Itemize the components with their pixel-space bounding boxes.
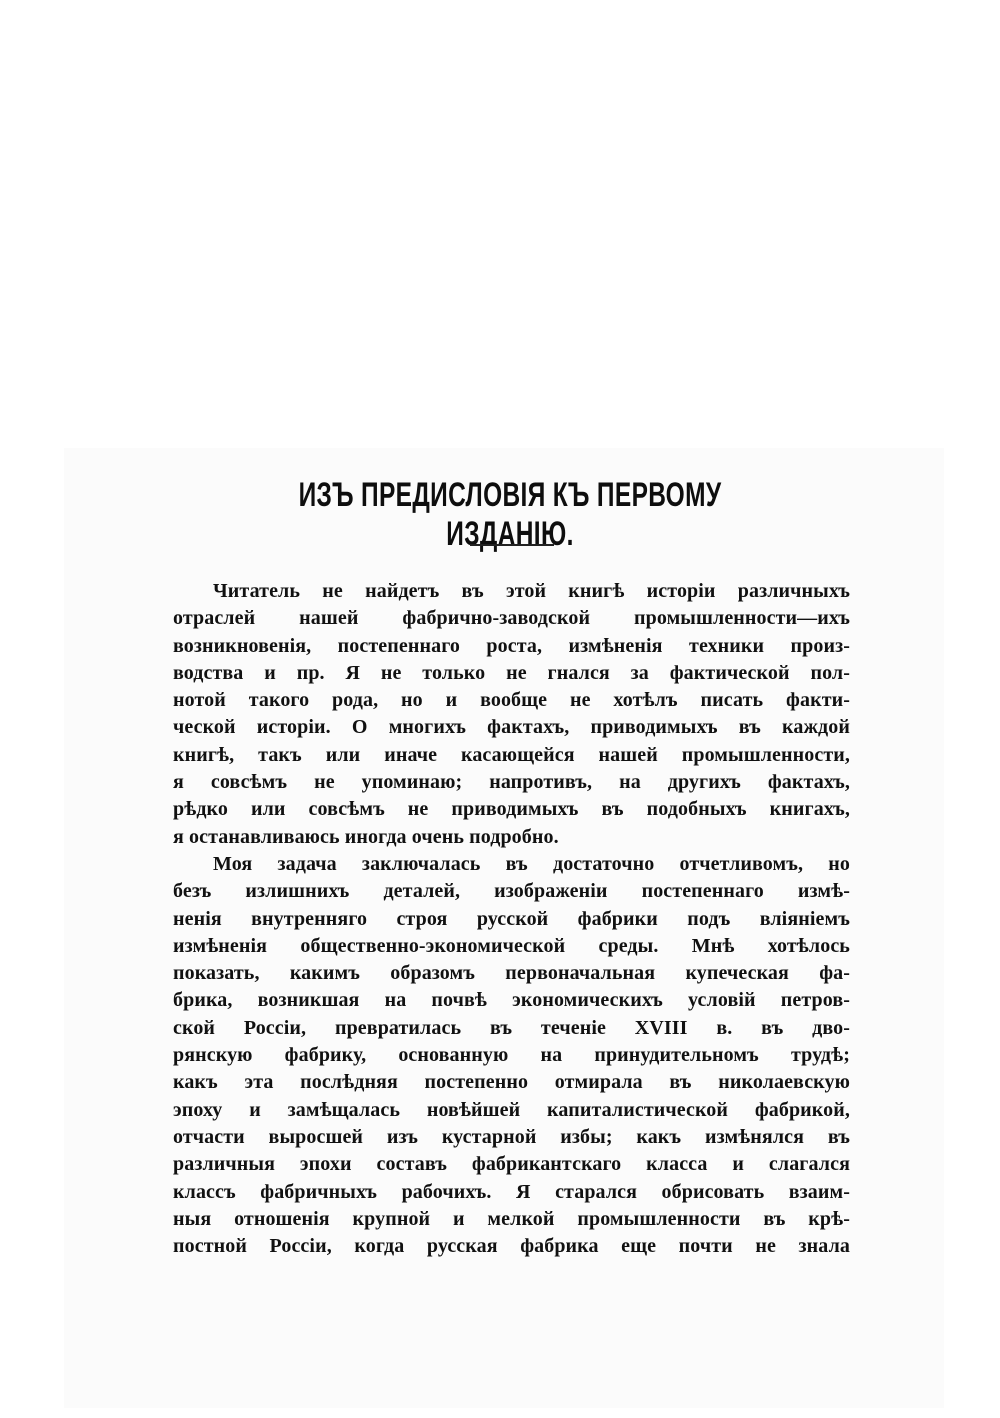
text-line: ской Россіи, превратилась въ теченіе XVIII в. въ дво-	[173, 1016, 850, 1039]
chapter-heading: ИЗЪ ПРЕДИСЛОВІЯ КЪ ПЕРВОМУ ИЗДАНІЮ.	[298, 476, 722, 553]
text-line: водства и пр. Я не только не гнался за фактической пол-	[173, 661, 850, 684]
text-line: брика, возникшая на почвѣ экономическихъ условій петров-	[173, 989, 850, 1012]
text-line: рѣдко или совсѣмъ не приводимыхъ въ подобныхъ книгахъ,	[173, 798, 850, 821]
text-line: нотой такого рода, но и вообще не хотѣлъ писать факти-	[173, 689, 850, 712]
text-line: измѣненія общественно-экономической среды. Мнѣ хотѣлось	[173, 934, 850, 957]
text-line: отраслей нашей фабрично-заводской промышленности—ихъ	[173, 607, 850, 630]
text-line: различныя эпохи составъ фабрикантскаго класса и слагался	[173, 1153, 850, 1176]
text-line: Читатель не найдетъ въ этой книгѣ исторіи различныхъ	[213, 580, 850, 602]
text-line: я останавливаюсь иногда очень подробно.	[173, 825, 559, 848]
text-line: эпоху и замѣщалась новѣйшей капиталистической фабрикой,	[173, 1098, 850, 1121]
text-line: какъ эта послѣдняя постепенно отмирала въ николаевскую	[173, 1071, 850, 1094]
text-line: Моя задача заключалась въ достаточно отчетливомъ, но	[213, 852, 850, 875]
text-line: ненія внутренняго строя русской фабрики подъ вліяніемъ	[173, 907, 850, 930]
text-line: рянскую фабрику, основанную на принудительномъ трудѣ;	[173, 1044, 850, 1067]
text-line: возникновенія, постепеннаго роста, измѣненія техники произ-	[173, 634, 850, 657]
text-line: постной Россіи, когда русская фабрика еще почти не знала	[173, 1235, 850, 1258]
body-text	[173, 578, 850, 1260]
text-line: книгѣ, такъ или иначе касающейся нашей промышленности,	[173, 743, 850, 766]
heading-divider	[470, 544, 554, 546]
text-line: ческой исторіи. О многихъ фактахъ, приводимыхъ въ каждой	[173, 716, 850, 739]
text-line: показать, какимъ образомъ первоначальная купеческая фа-	[173, 962, 850, 985]
text-line: классъ фабричныхъ рабочихъ. Я старался обрисовать взаим-	[173, 1180, 850, 1203]
text-line: безъ излишнихъ деталей, изображеніи постепеннаго измѣ-	[173, 880, 850, 903]
text-line: я совсѣмъ не упоминаю; напротивъ, на другихъ фактахъ,	[173, 771, 850, 794]
text-line: отчасти выросшей изъ кустарной избы; какъ измѣнялся въ	[173, 1125, 850, 1148]
text-line: ныя отношенія крупной и мелкой промышленности въ крѣ-	[173, 1207, 850, 1230]
